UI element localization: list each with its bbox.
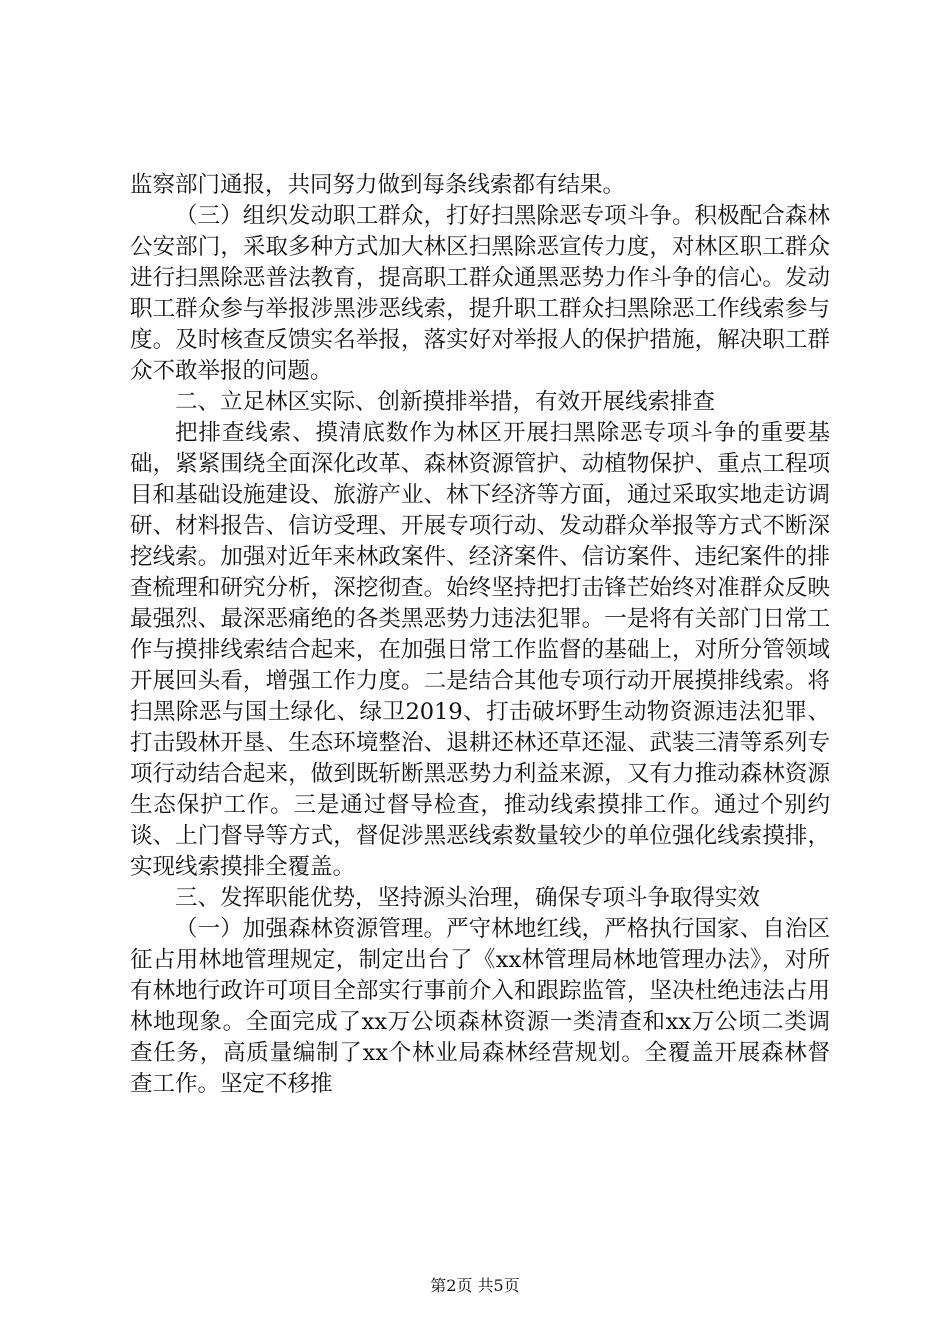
paragraph-section-3: （三）组织发动职工群众，打好扫黑除恶专项斗争。积极配合森林公安部门，采取多种方式加大林区扫黑除恶宣传力度，对林区职工群众进行扫黑除恶普法教育，提高职工群众通黑恶势力作斗争的信心。发动职工群众参与举报涉黑涉恶线索，提升职工群众扫黑除恶工作线索参与度。及时核查反馈实名举报，落实好对举报人的保护措施，解决职工群众不敢举报的问题。 <box>130 203 830 384</box>
paragraph-forest-resource-management: （一）加强森林资源管理。严守林地红线，严格执行国家、自治区征占用林地管理规定，制定出台了《xx林管理局林地管理办法》，对所有林地行政许可项目全部实行事前介入和跟踪监管，坚决杜绝违法占用林地现象。全面完成了xx万公顷森林资源一类清查和xx万公顷二类调查任务，高质量编制了xx个林业局森林经营规划。全覆盖开展森林督查工作。坚定不移推 <box>130 916 830 1097</box>
page-number-footer: 第2页 共5页 <box>430 1276 520 1295</box>
section-heading-2: 二、立足林区实际、创新摸排举措，有效开展线索排查 <box>175 389 716 415</box>
paragraph-clue-investigation: 把排查线索、摸清底数作为林区开展扫黑除恶专项斗争的重要基础，紧紧围绕全面深化改革、森林资源管护、动植物保护、重点工程项目和基础设施建设、旅游产业、林下经济等方面，通过采取实地走访调研、材料报告、信访受理、开展专项行动、发动群众举报等方式不断深挖线索。加强对近年来林政案件、经济案件、信访案件、违纪案件的排查梳理和研究分析，深挖彻查。始终坚持把打击锋芒始终对准群众反映最强烈、最深恶痛绝的各类黑恶势力违法犯罪。一是将有关部门日常工作与摸排线索结合起来，在加强日常工作监督的基础上，对所分管领域开展回头看，增强工作力度。二是结合其他专项行动开展摸排线索。将扫黑除恶与国土绿化、绿卫2019、打击破坏野生动物资源违法犯罪、打击毁林开垦、生态环境整治、退耕还林还草还湿、武装三清等系列专项行动结合起来，做到既斩断黑恶势力利益来源，又有力推动森林资源生态保护工作。三是通过督导检查，推动线索摸排工作。通过个别约谈、上门督导等方式，督促涉黑恶线索数量较少的单位强化线索摸排，实现线索摸排全覆盖。 <box>130 420 830 880</box>
document-body <box>130 170 830 1100</box>
paragraph-continuation: 监察部门通报，共同努力做到每条线索都有结果。 <box>130 172 626 198</box>
section-heading-3: 三、发挥职能优势，坚持源头治理，确保专项斗争取得实效 <box>175 885 761 911</box>
